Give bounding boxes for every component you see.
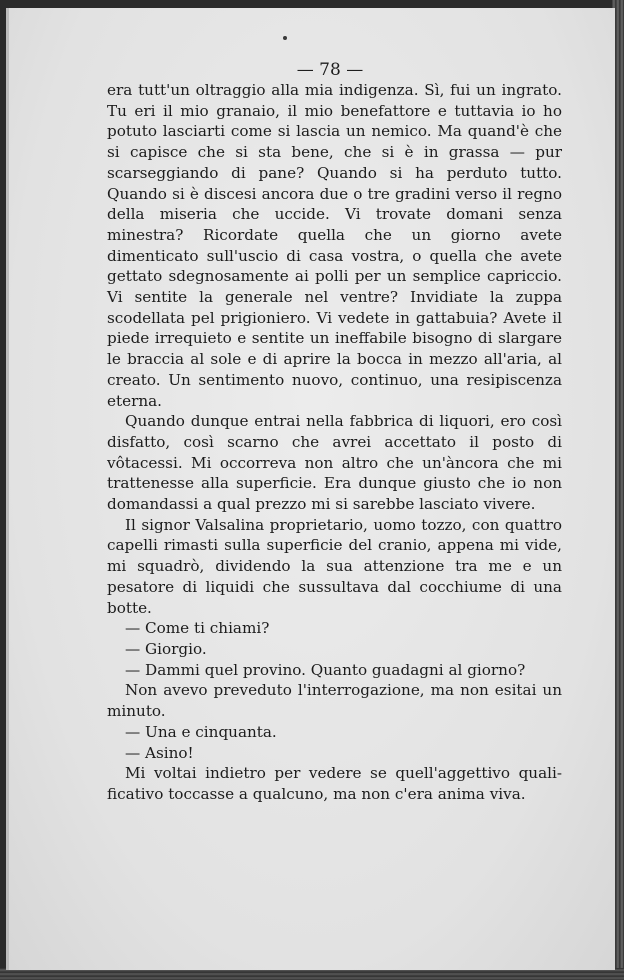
paragraph-3: Il signor Valsalina proprietario, uomo tozzo, con quattro capelli rimasti sulla superficie del cranio, appena mi vide, mi squadrò, dividendo la sua attenzione tra me e un pesatore di liquidi che sussultava dal cocchiume di una botte. <box>107 515 562 617</box>
paragraph-2: Quando dunque entrai nella fabbrica di liquori, ero così disfatto, così scarno che avrei accettato il posto di vôtacessi. Mi occorreva non altro che un'àncora che mi trattenesse alla superficie. Era dunque giusto che io non domandassi a qual prezzo mi si sarebbe lasciato vivere. <box>107 412 562 514</box>
print-speck <box>283 36 287 40</box>
page-body <box>107 80 562 805</box>
dialogue-line: — Asino! <box>125 743 194 762</box>
page-number: — 78 — <box>296 60 364 80</box>
dialogue-line: — Dammi quel provino. Quanto guadagni al giorno? <box>125 660 526 679</box>
dialogue-line: — Una e cinquanta. <box>125 722 277 741</box>
paragraph-10: Mi voltai indietro per vedere se quell'aggettivo qualificativo toccasse a qualcuno, ma non c'era anima viva. <box>107 764 562 803</box>
dialogue-line: — Come ti chiami? <box>125 619 270 638</box>
paragraph-7: Non avevo preveduto l'interrogazione, ma non esitai un minuto. <box>107 681 562 721</box>
paragraph-1: era tutt'un oltraggio alla mia indigenza. Sì, fui un ingrato. Tu eri il mio granaio, il mio benefattore e tuttavia io ho potuto lasciarti come si lascia un nemico. Ma quand'è che si capisce che si sta bene, che si è in grassa — pur scarseggiando di pane? Quando si ha perduto tutto. Quando si è discesi ancora due o tre gradini verso il regno della miseria che uccide. Vi trovate domani senza minestra? Ricordate quella che un giorno avete dimenticato sull'uscio di casa vostra, o quella che avete gettato sdegnosamente ai polli per un semplice capriccio. Vi sentite la generale nel ventre? Invidiate la zuppa scodellata pel prigioniero. Vi vedete in gattabuia? Avete il piede irrequieto e sentite un ineffabile bisogno di slargare le braccia al sole e di aprire la bocca in mezzo all'aria, al creato. Un sentimento nuovo, continuo, una resipiscenza eterna. <box>107 81 562 410</box>
dialogue-line: — Giorgio. <box>125 639 207 658</box>
